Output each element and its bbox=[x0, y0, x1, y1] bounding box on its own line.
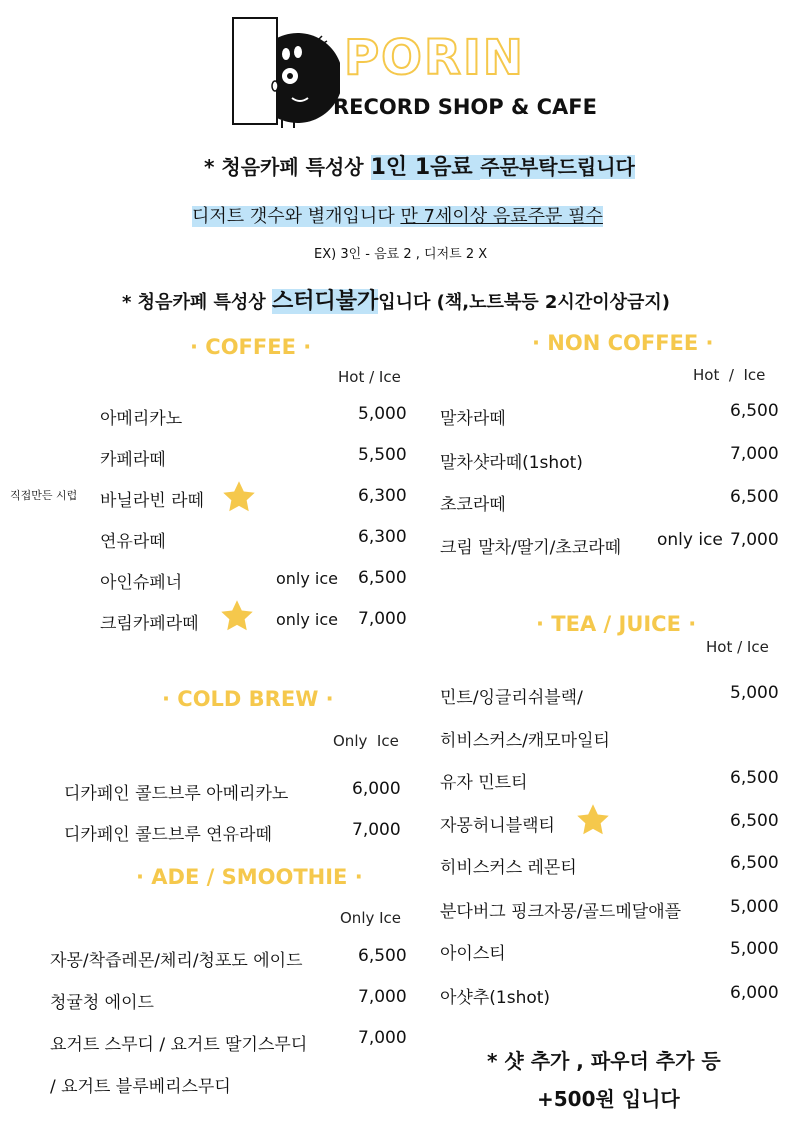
menu-item-price: 7,000 bbox=[358, 1028, 407, 1048]
notice-highlight: 주문부탁드립니다 bbox=[480, 155, 635, 179]
menu-item-name: 카페라떼 bbox=[100, 450, 166, 470]
menu-item-note: only ice bbox=[276, 569, 339, 588]
non-coffee-header: Hot / Ice bbox=[693, 366, 766, 384]
menu-item-price: 6,300 bbox=[358, 527, 407, 547]
menu-item-name: 히비스커스/캐모마일티 bbox=[440, 731, 610, 751]
menu-item-name: 디카페인 콜드브루 연유라떼 bbox=[64, 825, 272, 845]
menu-item-name: 민트/잉글리쉬블랙/ bbox=[440, 688, 583, 708]
cold-brew-header: Only Ice bbox=[333, 732, 399, 750]
section-title-ade: · ADE / SMOOTHIE · bbox=[136, 865, 363, 889]
menu-item-name: 초코라떼 bbox=[440, 495, 506, 515]
menu-item-price: 6,000 bbox=[352, 779, 401, 799]
menu-item-price: 5,000 bbox=[730, 897, 779, 917]
section-title-non-coffee: · NON COFFEE · bbox=[532, 331, 714, 355]
menu-item-name: 분다버그 핑크자몽/골드메달애플 bbox=[440, 902, 682, 922]
menu-item-name: 아샷추(1shot) bbox=[440, 988, 551, 1008]
menu-item-name: 히비스커스 레몬티 bbox=[440, 858, 577, 878]
menu-item-name: 자몽/착즙레몬/체리/청포도 에이드 bbox=[50, 951, 303, 971]
menu-item-price: 6,300 bbox=[358, 486, 407, 506]
menu-item-note: only ice bbox=[276, 610, 339, 629]
menu-item-price: 5,000 bbox=[730, 939, 779, 959]
menu-item-price: 7,000 bbox=[730, 444, 779, 464]
menu-item-name: / 요거트 블루베리스무디 bbox=[50, 1077, 231, 1097]
menu-item-name: 유자 민트티 bbox=[440, 773, 528, 793]
menu-item-price: 6,500 bbox=[730, 487, 779, 507]
star-icon bbox=[221, 479, 257, 515]
menu-item-price: 7,000 bbox=[730, 530, 779, 550]
notice-text: 입니다 (책,노트북등 2시간이상금지) bbox=[378, 292, 670, 313]
star-icon bbox=[575, 802, 611, 838]
menu-item-price: 7,000 bbox=[358, 609, 407, 629]
logo-subtitle: RECORD SHOP & CAFE bbox=[333, 95, 597, 119]
menu-item-name: 말차샷라떼(1shot) bbox=[440, 453, 583, 473]
menu-item-name: 청귤청 에이드 bbox=[50, 993, 154, 1013]
ade-header: Only Ice bbox=[340, 909, 402, 927]
notice-line-2 bbox=[192, 202, 603, 228]
menu-item-price: 6,500 bbox=[358, 946, 407, 966]
notice-text: * 청음카페 특성상 bbox=[204, 155, 371, 179]
menu-item-price: 5,000 bbox=[730, 683, 779, 703]
menu-item-price: 6,500 bbox=[730, 768, 779, 788]
notice-line-4 bbox=[122, 284, 670, 315]
coffee-header: Hot / Ice bbox=[338, 368, 401, 386]
menu-item-price: 6,500 bbox=[730, 811, 779, 831]
notice-highlight: 1인 1음료 bbox=[370, 155, 481, 180]
side-note: 직접만든 시럽 bbox=[10, 489, 78, 502]
tea-header: Hot / Ice bbox=[706, 638, 769, 656]
menu-item-price: 7,000 bbox=[358, 987, 407, 1007]
menu-item-name: 요거트 스무디 / 요거트 딸기스무디 bbox=[50, 1035, 308, 1055]
notice-line-3: EX) 3인 - 음료 2 , 디저트 2 X bbox=[314, 247, 488, 262]
menu-item-name: 크림카페라떼 bbox=[100, 614, 199, 634]
section-title-tea: · TEA / JUICE · bbox=[536, 612, 697, 636]
notice-highlight: 디저트 갯수와 별개입니다 bbox=[192, 206, 401, 227]
section-title-coffee: · COFFEE · bbox=[190, 335, 312, 359]
menu-item-name: 바닐라빈 라떼 bbox=[100, 491, 204, 511]
menu-item-name: 아메리카노 bbox=[100, 409, 183, 429]
logo-title: PORIN bbox=[344, 30, 525, 86]
menu-item-price: 6,500 bbox=[358, 568, 407, 588]
menu-item-name: 자몽허니블랙티 bbox=[440, 816, 555, 836]
menu-item-price: 6,500 bbox=[730, 853, 779, 873]
menu-item-name: 말차라떼 bbox=[440, 409, 506, 429]
menu-item-price: 7,000 bbox=[352, 820, 401, 840]
notice-underline: 만 7세이상 음료주문 필수 bbox=[400, 206, 603, 227]
menu-item-price: 5,500 bbox=[358, 445, 407, 465]
section-title-cold-brew: · COLD BREW · bbox=[162, 687, 334, 711]
notice-line-1 bbox=[204, 150, 635, 181]
menu-item-name: 아인슈페너 bbox=[100, 573, 183, 593]
footer-line-2: +500원 입니다 bbox=[537, 1087, 680, 1111]
record-mascot-icon bbox=[230, 16, 340, 128]
menu-item-price: 6,500 bbox=[730, 401, 779, 421]
menu-item-name: 아이스티 bbox=[440, 944, 506, 964]
star-icon bbox=[219, 598, 255, 634]
menu-item-price: 6,000 bbox=[730, 983, 779, 1003]
footer-line-1: * 샷 추가 , 파우더 추가 등 bbox=[487, 1049, 721, 1073]
notice-highlight: 스터디불가 bbox=[271, 289, 379, 314]
notice-text: * 청음카페 특성상 bbox=[122, 292, 272, 313]
menu-item-name: 연유라떼 bbox=[100, 532, 166, 552]
menu-item-note: only ice bbox=[657, 530, 723, 550]
menu-item-name: 크림 말차/딸기/초코라떼 bbox=[440, 538, 622, 558]
menu-item-price: 5,000 bbox=[358, 404, 407, 424]
menu-item-name: 디카페인 콜드브루 아메리카노 bbox=[64, 784, 289, 804]
